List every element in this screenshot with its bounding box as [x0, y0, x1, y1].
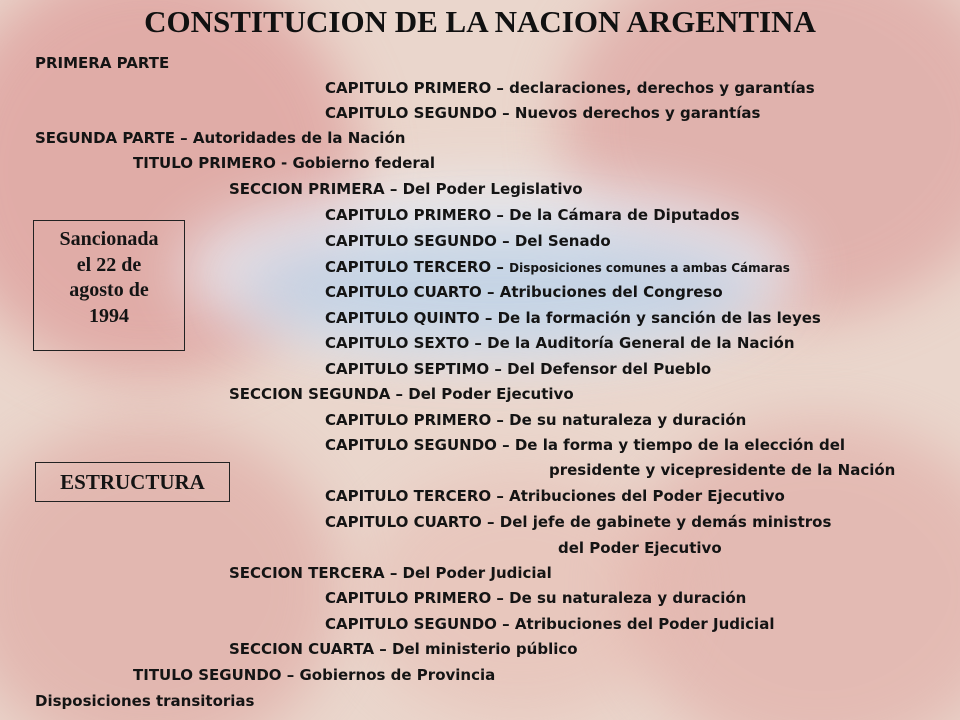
sanction-date-line: agosto de: [69, 279, 149, 301]
outline-item: presidente y vicepresidente de la Nación: [549, 461, 896, 479]
outline-item: [325, 258, 790, 277]
outline-item: PRIMERA PARTE: [35, 54, 170, 72]
outline-item: CAPITULO PRIMERO – De la Cámara de Diputados: [325, 206, 740, 224]
outline-item: CAPITULO PRIMERO – De su naturaleza y duración: [325, 589, 747, 607]
outline-item: CAPITULO TERCERO – Atribuciones del Poder Ejecutivo: [325, 487, 785, 505]
outline-item-text: CAPITULO TERCERO –: [325, 258, 510, 276]
outline-item: CAPITULO SEXTO – De la Auditoría General de la Nación: [325, 334, 795, 352]
outline-item: SECCION CUARTA – Del ministerio público: [229, 640, 578, 658]
sanction-date-line: Sancionada: [59, 228, 159, 250]
outline-item: CAPITULO PRIMERO – De su naturaleza y duración: [325, 411, 747, 429]
outline-item: CAPITULO SEGUNDO – Atribuciones del Poder Judicial: [325, 615, 775, 633]
outline-item: TITULO SEGUNDO – Gobiernos de Provincia: [133, 666, 496, 684]
structure-label: ESTRUCTURA: [60, 470, 205, 494]
outline-item: TITULO PRIMERO - Gobierno federal: [133, 154, 436, 172]
outline-item: CAPITULO SEGUNDO – Del Senado: [325, 232, 611, 250]
sanction-date-line: 1994: [89, 304, 129, 327]
outline-item: CAPITULO SEPTIMO – Del Defensor del Pueblo: [325, 360, 712, 378]
outline-item: CAPITULO PRIMERO – declaraciones, derechos y garantías: [325, 79, 815, 97]
structure-label-box: [35, 462, 230, 502]
outline-item: CAPITULO CUARTO – Del jefe de gabinete y demás ministros: [325, 513, 832, 531]
sanction-date-box: [33, 220, 185, 351]
outline-item: SECCION SEGUNDA – Del Poder Ejecutivo: [229, 385, 574, 403]
outline-item-subtext: Disposiciones comunes a ambas Cámaras: [509, 261, 790, 275]
outline-item: CAPITULO QUINTO – De la formación y sanción de las leyes: [325, 309, 821, 327]
outline-item: CAPITULO SEGUNDO – Nuevos derechos y garantías: [325, 104, 761, 122]
outline-item: SECCION PRIMERA – Del Poder Legislativo: [229, 180, 583, 198]
outline-item: SECCION TERCERA – Del Poder Judicial: [229, 564, 552, 582]
outline-item: CAPITULO SEGUNDO – De la forma y tiempo de la elección del: [325, 436, 846, 454]
sanction-date-line: el 22 de: [76, 253, 142, 276]
outline-item: del Poder Ejecutivo: [558, 539, 722, 557]
outline-item: SEGUNDA PARTE – Autoridades de la Nación: [35, 129, 406, 147]
outline-item: CAPITULO CUARTO – Atribuciones del Congreso: [325, 283, 723, 301]
outline-item: Disposiciones transitorias: [35, 692, 255, 710]
page-title: CONSTITUCION DE LA NACION ARGENTINA: [144, 4, 816, 39]
